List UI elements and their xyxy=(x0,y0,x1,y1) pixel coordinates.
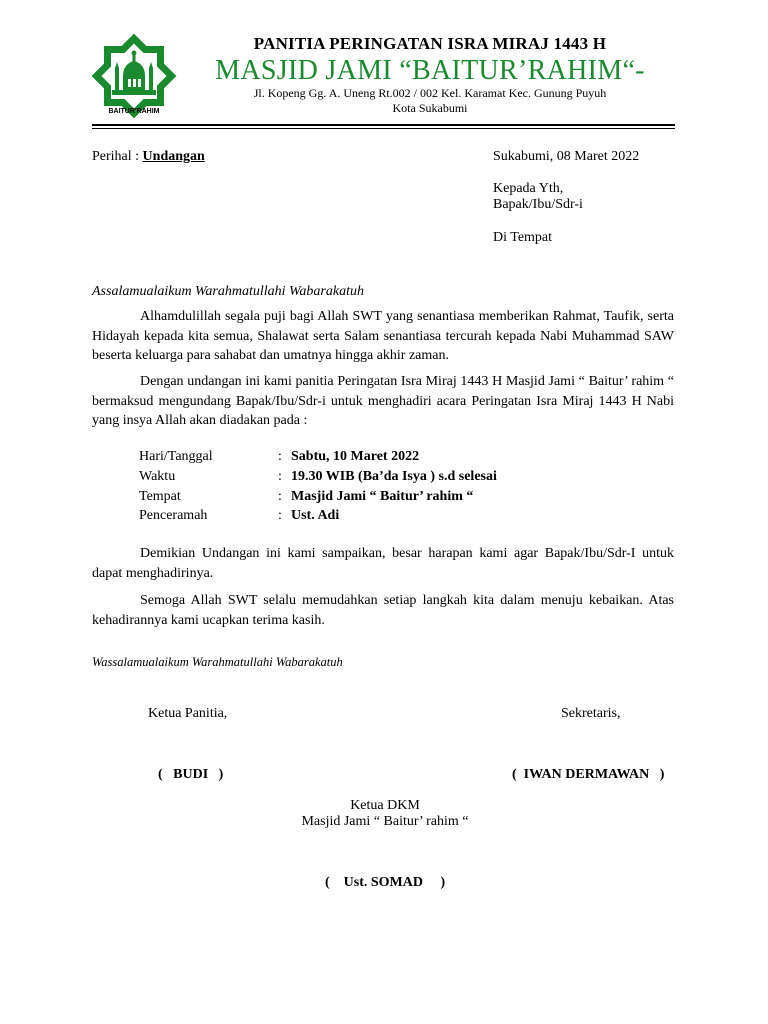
secretary-label: Sekretaris, xyxy=(561,706,621,721)
dkm-name: ( Ust. SOMAD ) xyxy=(325,875,446,890)
logo-caption: BAITUR'RAHIM xyxy=(108,108,160,115)
paragraph-thanks: Semoga Allah SWT selalu memudahkan setiap langkah kita dalam menuju kebaikan. Atas kehadirannya kami ucapkan terima kasih. xyxy=(92,593,674,628)
paragraph-closing-hope: Demikian Undangan ini kami sampaikan, besar harapan kami agar Bapak/Ibu/Sdr-I untuk dapat menghadirinya. xyxy=(92,546,674,581)
letter-date: Sukabumi, 08 Maret 2022 xyxy=(493,149,640,164)
dkm-label: Ketua DKM xyxy=(350,798,420,813)
recipient-line-2: Bapak/Ibu/Sdr-i xyxy=(493,197,583,212)
closing-salutation: Wassalamualaikum Warahmatullahi Wabarakatuh xyxy=(92,655,343,669)
address-line-1: Jl. Kopeng Gg. A. Uneng Rt.002 / 002 Kel. Karamat Kec. Gunung Puyuh xyxy=(253,86,607,100)
address xyxy=(190,86,670,116)
detail-value-time: 19.30 WIB (Ba’da Isya ) s.d selesai xyxy=(291,469,497,484)
mosque-logo xyxy=(88,30,180,122)
detail-label-time: Waktu xyxy=(139,469,176,484)
detail-colon: : xyxy=(278,508,282,523)
recipient-line-1: Kepada Yth, xyxy=(493,181,564,196)
paragraph-opening: Alhamdulillah segala puji bagi Allah SWT yang senantiasa memberikan Rahmat, Taufik, serta Hidayah kepada kita semua, Shalawat serta Salam senantiasa tercurah kepada Nabi Muhammad SAW beserta keluarga para sahabat dan umatnya hingga akhir zaman. xyxy=(92,309,674,363)
detail-colon: : xyxy=(278,489,282,504)
detail-colon: : xyxy=(278,449,282,464)
header-divider-thick xyxy=(92,124,675,126)
detail-label-place: Tempat xyxy=(139,489,181,504)
recipient-place: Di Tempat xyxy=(493,230,553,245)
mosque-name: MASJID JAMI “BAITUR’RAHIM“- xyxy=(215,55,645,86)
detail-value-speaker: Ust. Adi xyxy=(291,508,340,523)
detail-colon: : xyxy=(278,469,282,484)
header-divider-thin xyxy=(92,128,675,129)
greeting: Assalamualaikum Warahmatullahi Wabarakatuh xyxy=(92,284,364,299)
dkm-org: Masjid Jami “ Baitur’ rahim “ xyxy=(301,814,469,829)
chair-label: Ketua Panitia, xyxy=(148,706,228,721)
secretary-name: ( IWAN DERMAWAN ) xyxy=(512,767,665,782)
detail-label-date: Hari/Tanggal xyxy=(139,449,213,464)
subject-label: Perihal : xyxy=(92,149,140,164)
chair-name: ( BUDI ) xyxy=(158,767,224,782)
detail-label-speaker: Penceramah xyxy=(139,508,208,523)
address-line-2: Kota Sukabumi xyxy=(392,101,468,115)
committee-title: PANITIA PERINGATAN ISRA MIRAJ 1443 H xyxy=(253,34,607,53)
subject-value: Undangan xyxy=(142,149,205,164)
paragraph-invitation: Dengan undangan ini kami panitia Peringatan Isra Miraj 1443 H Masjid Jami “ Baitur’ rahim “ bermaksud mengundang Bapak/Ibu/Sdr-i untuk menghadiri acara Peringatan Isra Miraj 1443 H Nabi yang insya Allah akan diadakan pada : xyxy=(92,374,674,428)
detail-value-date: Sabtu, 10 Maret 2022 xyxy=(291,449,420,464)
subject-line xyxy=(92,149,205,165)
detail-value-place: Masjid Jami “ Baitur’ rahim “ xyxy=(291,489,474,504)
